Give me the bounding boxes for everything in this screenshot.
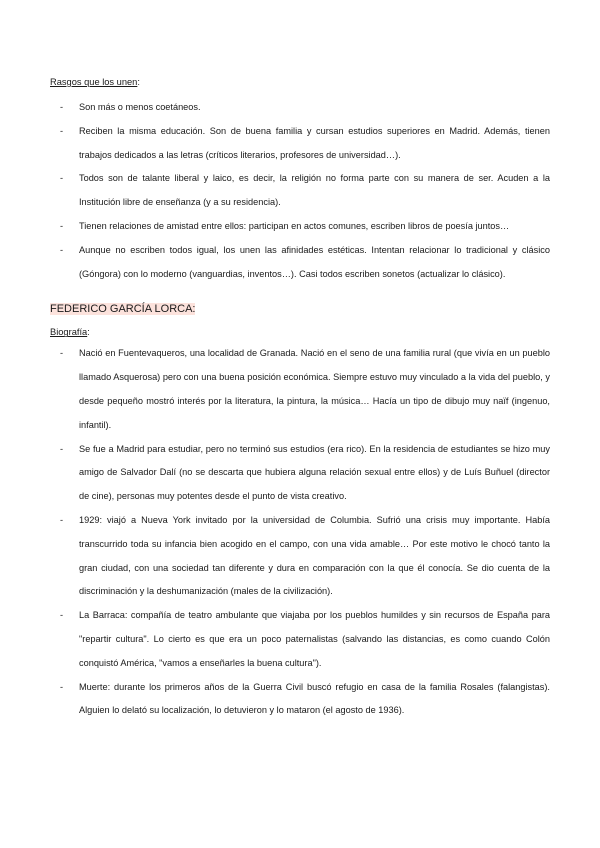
list-item (50, 342, 550, 437)
list-item (50, 676, 550, 724)
bullet-marker: - (60, 102, 64, 112)
list-item (50, 120, 550, 168)
list-item (50, 239, 550, 287)
bullet-marker: - (60, 681, 64, 692)
list-item (50, 167, 550, 215)
list-item-text: Muerte: durante los primeros años de la Guerra Civil buscó refugio en casa de la familia Rosales (falangistas). Alguien lo delató su localización, lo detuvieron y lo mataron (el agosto de 1936). (79, 681, 550, 716)
list-item (50, 215, 550, 239)
bullet-marker: - (60, 125, 64, 136)
list-item-text: Todos son de talante liberal y laico, es decir, la religión no forma parte con su manera de ser. Acuden a la Institución libre de enseñanza (y a su residencia). (79, 173, 550, 208)
list-item (50, 604, 550, 675)
bullet-marker: - (60, 610, 64, 621)
rasgos-colon: : (137, 77, 140, 87)
biografia-colon: : (87, 327, 90, 338)
list-item-text: Aunque no escriben todos igual, los unen las afinidades estéticas. Intentan relacionar lo tradicional y clásico (Góngora) con lo moderno (vanguardias, inventos…). Casi todos escriben sonetos (actualizar lo clásico). (79, 244, 550, 279)
list-item-text: Tienen relaciones de amistad entre ellos: participan en actos comunes, escriben libros de poesía juntos… (79, 220, 510, 231)
list-item-text: Se fue a Madrid para estudiar, pero no terminó sus estudios (era rico). En la residencia de estudiantes se hizo muy amigo de Salvador Dalí (no se descarta que hubiera alguna relación sexual entre ellos) y de Luís Buñuel (director de cine), personas muy potentes desde el punto de vista creativo. (79, 443, 550, 502)
list-item-text: La Barraca: compañía de teatro ambulante que viajaba por los pueblos humildes y sin recursos de España para "repartir cultura". Lo cierto es que era un poco paternalistas (salvando las distancias, es como cuando Colón conquistó América, "vamos a enseñarles la buena cultura"). (79, 610, 550, 668)
bullet-marker: - (60, 220, 64, 231)
bullet-marker: - (60, 348, 64, 359)
bullet-marker: - (60, 443, 64, 454)
bullet-marker: - (60, 244, 64, 255)
list-item-text: Nació en Fuentevaqueros, una localidad de Granada. Nació en el seno de una familia rural (que vivía en un pueblo llamado Asquerosa) pero con una buena posición económica. Siempre estuvo muy vinculado a la vida del pueblo, y desde pequeño mostró interés por la literatura, la pintura, la música… Hacía un tipo de dibujo muy naïf (ingenuo, infantil). (79, 348, 550, 430)
rasgos-section-title (50, 72, 550, 90)
biografia-label: Biografía (50, 327, 88, 338)
list-item (50, 438, 550, 509)
lorca-heading-text: FEDERICO GARCÍA LORCA: (50, 303, 196, 316)
lorca-heading (50, 300, 550, 318)
bullet-marker: - (60, 514, 64, 525)
biografia-list (50, 342, 550, 723)
bullet-marker: - (60, 173, 64, 184)
list-item-text: Son más o menos coetáneos. (79, 102, 201, 112)
rasgos-list (50, 96, 550, 286)
list-item (50, 509, 550, 604)
list-item-text: 1929: viajó a Nueva York invitado por la universidad de Columbia. Sufrió una crisis muy importante. Había transcurrido toda su infancia bien acogido en el campo, con una vida amable… Por este motivo le chocó tanto la gran ciudad, con una sociedad tan diferente y dura en comparación con la que él conocía. Se dio cuenta de la discriminación y la deshumanización (males de la civilización). (79, 514, 550, 597)
list-item-text: Reciben la misma educación. Son de buena familia y cursan estudios superiores en Madrid. Además, tienen trabajos dedicados a las letras (críticos literarios, profesores de universidad…). (79, 125, 550, 160)
biografia-section-title (50, 324, 550, 339)
rasgos-label: Rasgos que los unen (50, 77, 138, 87)
list-item (50, 96, 550, 120)
